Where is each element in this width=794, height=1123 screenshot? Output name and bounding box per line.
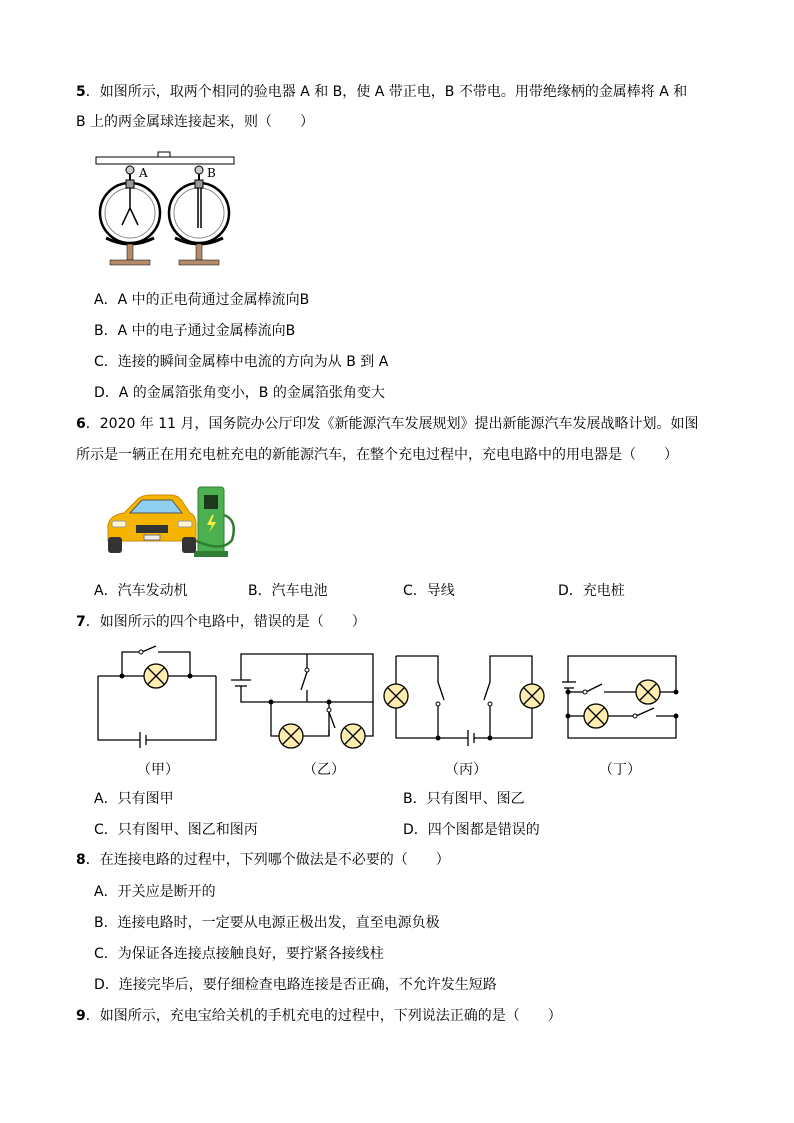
label-a: A	[139, 166, 148, 180]
q6-option-d: D．充电桩	[558, 583, 625, 599]
q8-option-d: D．连接完毕后，要仔细检查电路连接是否正确，不允许发生短路	[94, 977, 497, 993]
q7-option-d: D．四个图都是错误的	[403, 822, 540, 838]
q7-option-b: B．只有图甲、图乙	[403, 791, 525, 807]
circuit-ding	[562, 652, 686, 748]
q6-number: 6	[76, 416, 86, 432]
q8-option-a: A．开关应是断开的	[94, 884, 216, 900]
circuit-jia	[96, 648, 220, 744]
q6-line2: 所示是一辆正在用充电桩充电的新能源汽车，在整个充电过程中，充电电路中的用电器是（ ）	[76, 447, 678, 463]
label-b: B	[207, 166, 216, 180]
circuit-yi	[231, 650, 377, 750]
q5-line1: 5．如图所示，取两个相同的验电器 A 和 B，使 A 带正电，B 不带电。用带绝缘柄的金属棒将 A 和	[76, 84, 688, 100]
q5-option-a: A．A 中的正电荷通过金属棒流向B	[94, 292, 310, 308]
caption-bing: （丙）	[445, 762, 487, 778]
q7-number: 7	[76, 614, 86, 630]
q7-option-c: C．只有图甲、图乙和图丙	[94, 822, 258, 838]
q6-option-c: C．导线	[403, 583, 455, 599]
car-charging-figure	[104, 485, 240, 560]
q7-line1: 7．如图所示的四个电路中，错误的是（ ）	[76, 614, 366, 630]
q8-option-c: C．为保证各连接点接触良好，要拧紧各接线柱	[94, 946, 384, 962]
q5-option-d: D．A 的金属箔张角变小，B 的金属箔张角变大	[94, 385, 385, 401]
q5-option-b: B．A 中的电子通过金属棒流向B	[94, 323, 296, 339]
q5-number: 5	[76, 84, 86, 100]
caption-jia: （甲）	[137, 762, 179, 778]
q9-line1: 9．如图所示，充电宝给关机的手机充电的过程中，下列说法正确的是（ ）	[76, 1008, 562, 1024]
q6-option-b: B．汽车电池	[248, 583, 328, 599]
q6-line1: 6．2020 年 11 月，国务院办公厅印发《新能源汽车发展规划》提出新能源汽车发展战略计划。如图	[76, 416, 699, 432]
q8-number: 8	[76, 852, 86, 868]
q8-line1: 8．在连接电路的过程中，下列哪个做法是不必要的（ ）	[76, 852, 450, 868]
caption-ding: （丁）	[599, 762, 641, 778]
q5-line2: B 上的两金属球连接起来，则（ ）	[76, 114, 315, 130]
circuit-bing	[382, 652, 552, 748]
q9-number: 9	[76, 1008, 86, 1024]
q6-option-a: A．汽车发动机	[94, 583, 188, 599]
q5-option-c: C．连接的瞬间金属棒中电流的方向为从 B 到 A	[94, 354, 389, 370]
electroscope-figure	[96, 150, 236, 268]
caption-yi: （乙）	[303, 762, 345, 778]
q7-option-a: A．只有图甲	[94, 791, 174, 807]
q8-option-b: B．连接电路时，一定要从电源正极出发，直至电源负极	[94, 915, 440, 931]
